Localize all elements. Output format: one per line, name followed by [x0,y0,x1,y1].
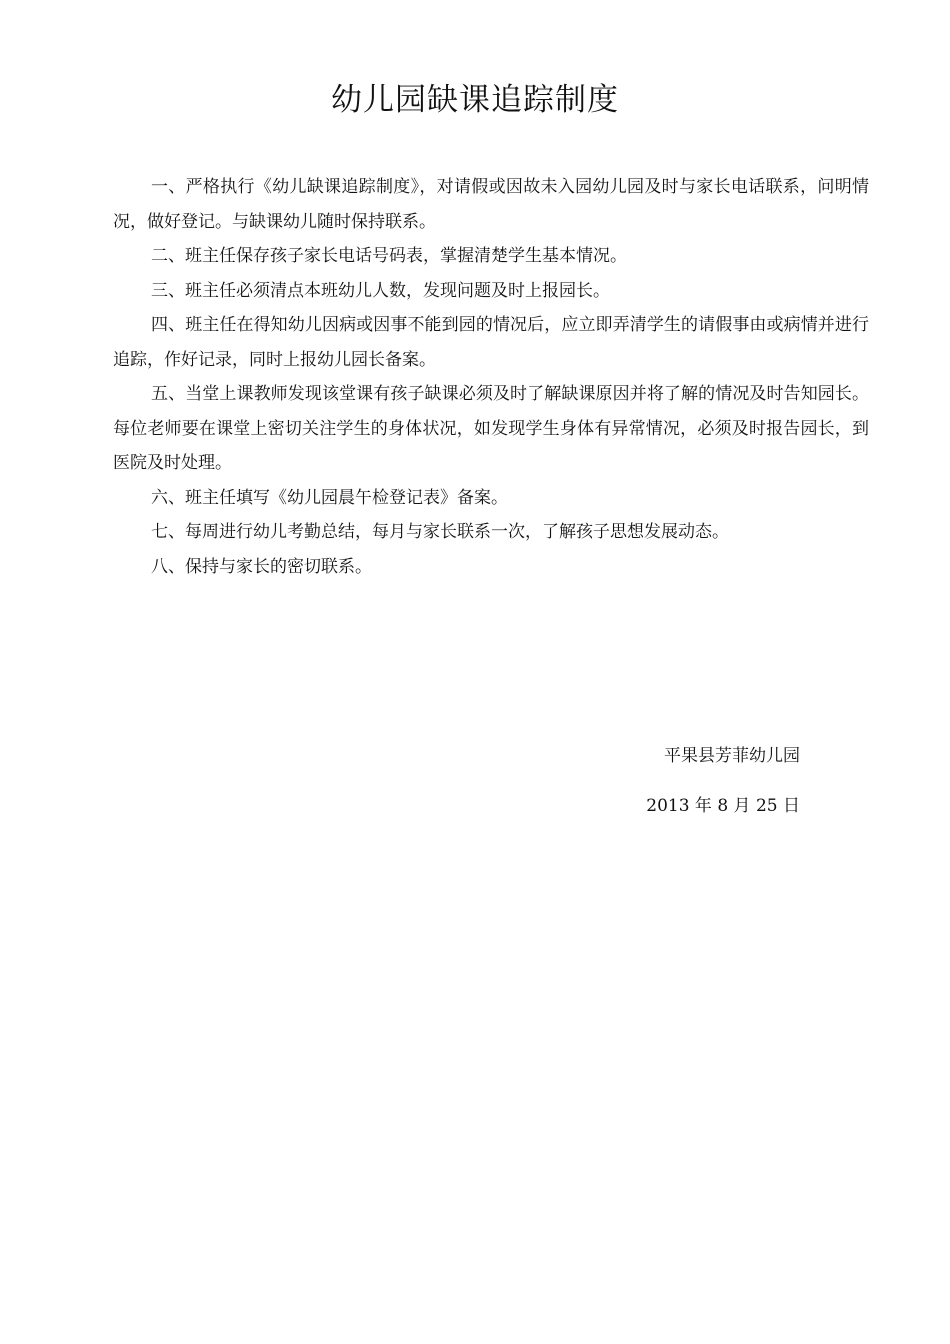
paragraph-5: 五、当堂上课教师发现该堂课有孩子缺课必须及时了解缺课原因并将了解的情况及时告知园长。每位老师要在课堂上密切关注学生的身体状况，如发现学生身体有异常情况，必须及时报告园长，到医院及时处理。 [113,384,869,473]
document-title: 幼儿园缺课追踪制度 [331,82,619,118]
signature-date: 2013 年 8 月 25 日 [646,796,800,816]
document-body [113,170,869,584]
paragraph-6: 六、班主任填写《幼儿园晨午检登记表》备案。 [151,487,508,508]
paragraph-7: 七、每周进行幼儿考勤总结，每月与家长联系一次，了解孩子思想发展动态。 [151,522,729,542]
paragraph-3: 三、班主任必须清点本班幼儿人数，发现问题及时上报园长。 [151,280,610,301]
signature-organization: 平果县芳菲幼儿园 [664,746,800,766]
paragraph-1: 一、严格执行《幼儿缺课追踪制度》，对请假或因故未入园幼儿园及时与家长电话联系，问明情况，做好登记。与缺课幼儿随时保持联系。 [113,177,869,232]
paragraph-2: 二、班主任保存孩子家长电话号码表，掌握清楚学生基本情况。 [151,246,627,266]
paragraph-4: 四、班主任在得知幼儿因病或因事不能到园的情况后，应立即弄清学生的请假事由或病情并进行追踪，作好记录，同时上报幼儿园长备案。 [113,315,869,370]
paragraph-8: 八、保持与家长的密切联系。 [151,556,372,577]
